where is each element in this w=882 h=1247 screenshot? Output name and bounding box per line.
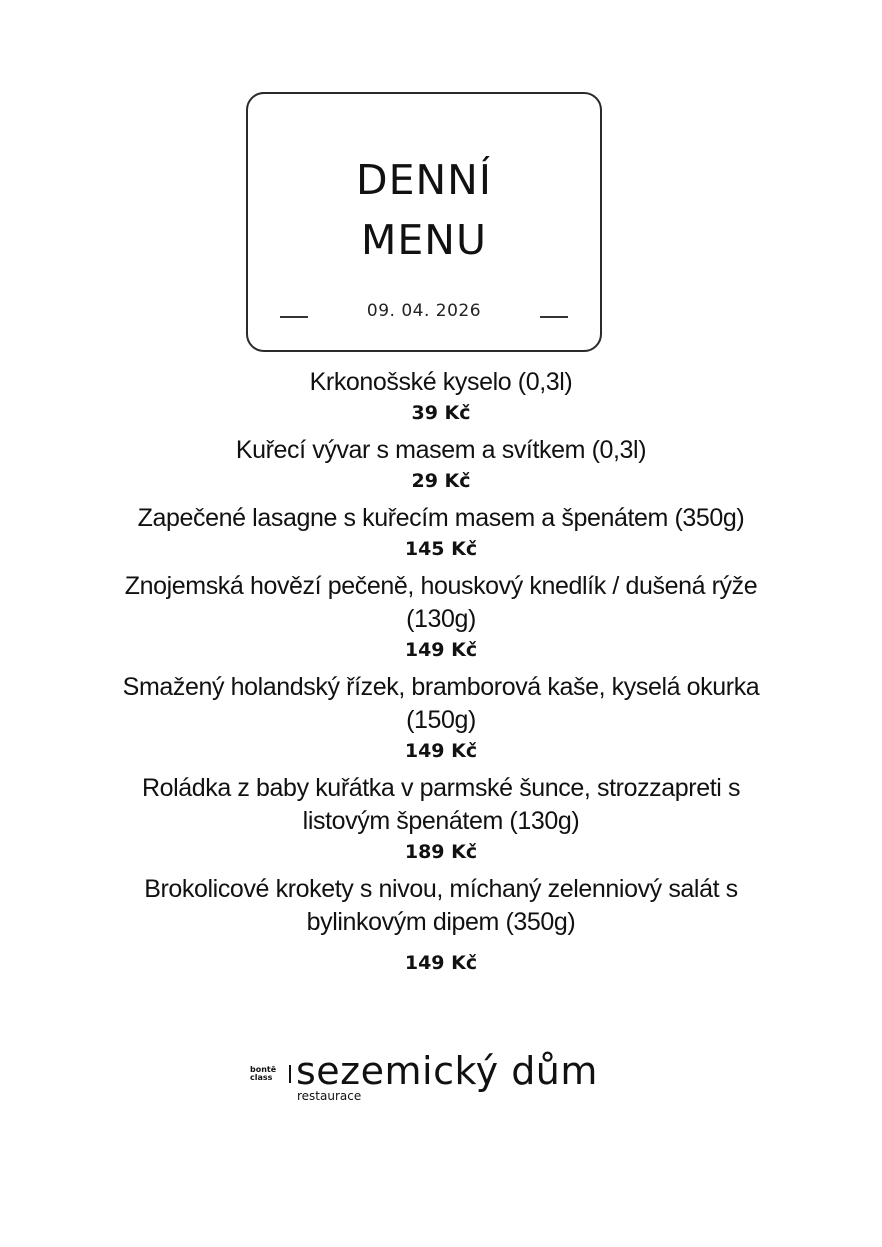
menu-item-name: Zapečené lasagne s kuřecím masem a špenátem (350g) [137, 504, 745, 532]
menu-item [111, 570, 771, 662]
menu-item-name: Roládka z baby kuřátka v parmské šunce, strozzapreti s listovým špenátem (130g) [141, 774, 741, 835]
title-menu: MENU [361, 216, 487, 264]
menu-item [111, 366, 771, 425]
logo-subtitle: restaurace [297, 1089, 362, 1103]
menu-item [111, 671, 771, 763]
menu-item [111, 772, 771, 864]
menu-item-price: 145 Kč [404, 538, 478, 560]
menu-item-price: 39 Kč [411, 402, 471, 424]
logo-brand-line2: class [250, 1073, 273, 1082]
menu-item-name: Znojemská hovězí pečeně, houskový knedlík / dušená rýže (130g) [124, 572, 758, 633]
menu-date: 09. 04. 2026 [366, 301, 482, 321]
date-row [248, 301, 600, 325]
title-card [246, 92, 602, 352]
menu-item-price: 189 Kč [404, 841, 478, 863]
menu-item [111, 434, 771, 493]
menu-item-name: Kuřecí vývar s masem a svítkem (0,3l) [235, 436, 647, 464]
menu-item-name: Brokolicové krokety s nivou, míchaný zelenniový salát s bylinkovým dipem (350g) [144, 875, 738, 936]
menu-item-name: Krkonošské kyselo (0,3l) [309, 368, 573, 396]
menu-item-price: 149 Kč [404, 740, 478, 762]
logo-name: sezemický dům [296, 1049, 598, 1093]
menu-item-price: 29 Kč [411, 470, 471, 492]
menu-item-price: 149 Kč [404, 952, 478, 974]
logo-brand-small [250, 1066, 286, 1082]
menu-list [0, 366, 882, 984]
title-denni: DENNÍ [356, 156, 492, 204]
menu-item [111, 502, 771, 561]
dash-right-divider [540, 316, 568, 318]
restaurant-logo [250, 1049, 620, 1107]
menu-item-price: 149 Kč [404, 639, 478, 661]
logo-brand-line1: bontē [250, 1065, 277, 1074]
menu-item-name: Smažený holandský řízek, bramborová kaše, kyselá okurka (150g) [122, 673, 760, 734]
logo-separator [289, 1065, 291, 1083]
menu-item [111, 873, 771, 975]
